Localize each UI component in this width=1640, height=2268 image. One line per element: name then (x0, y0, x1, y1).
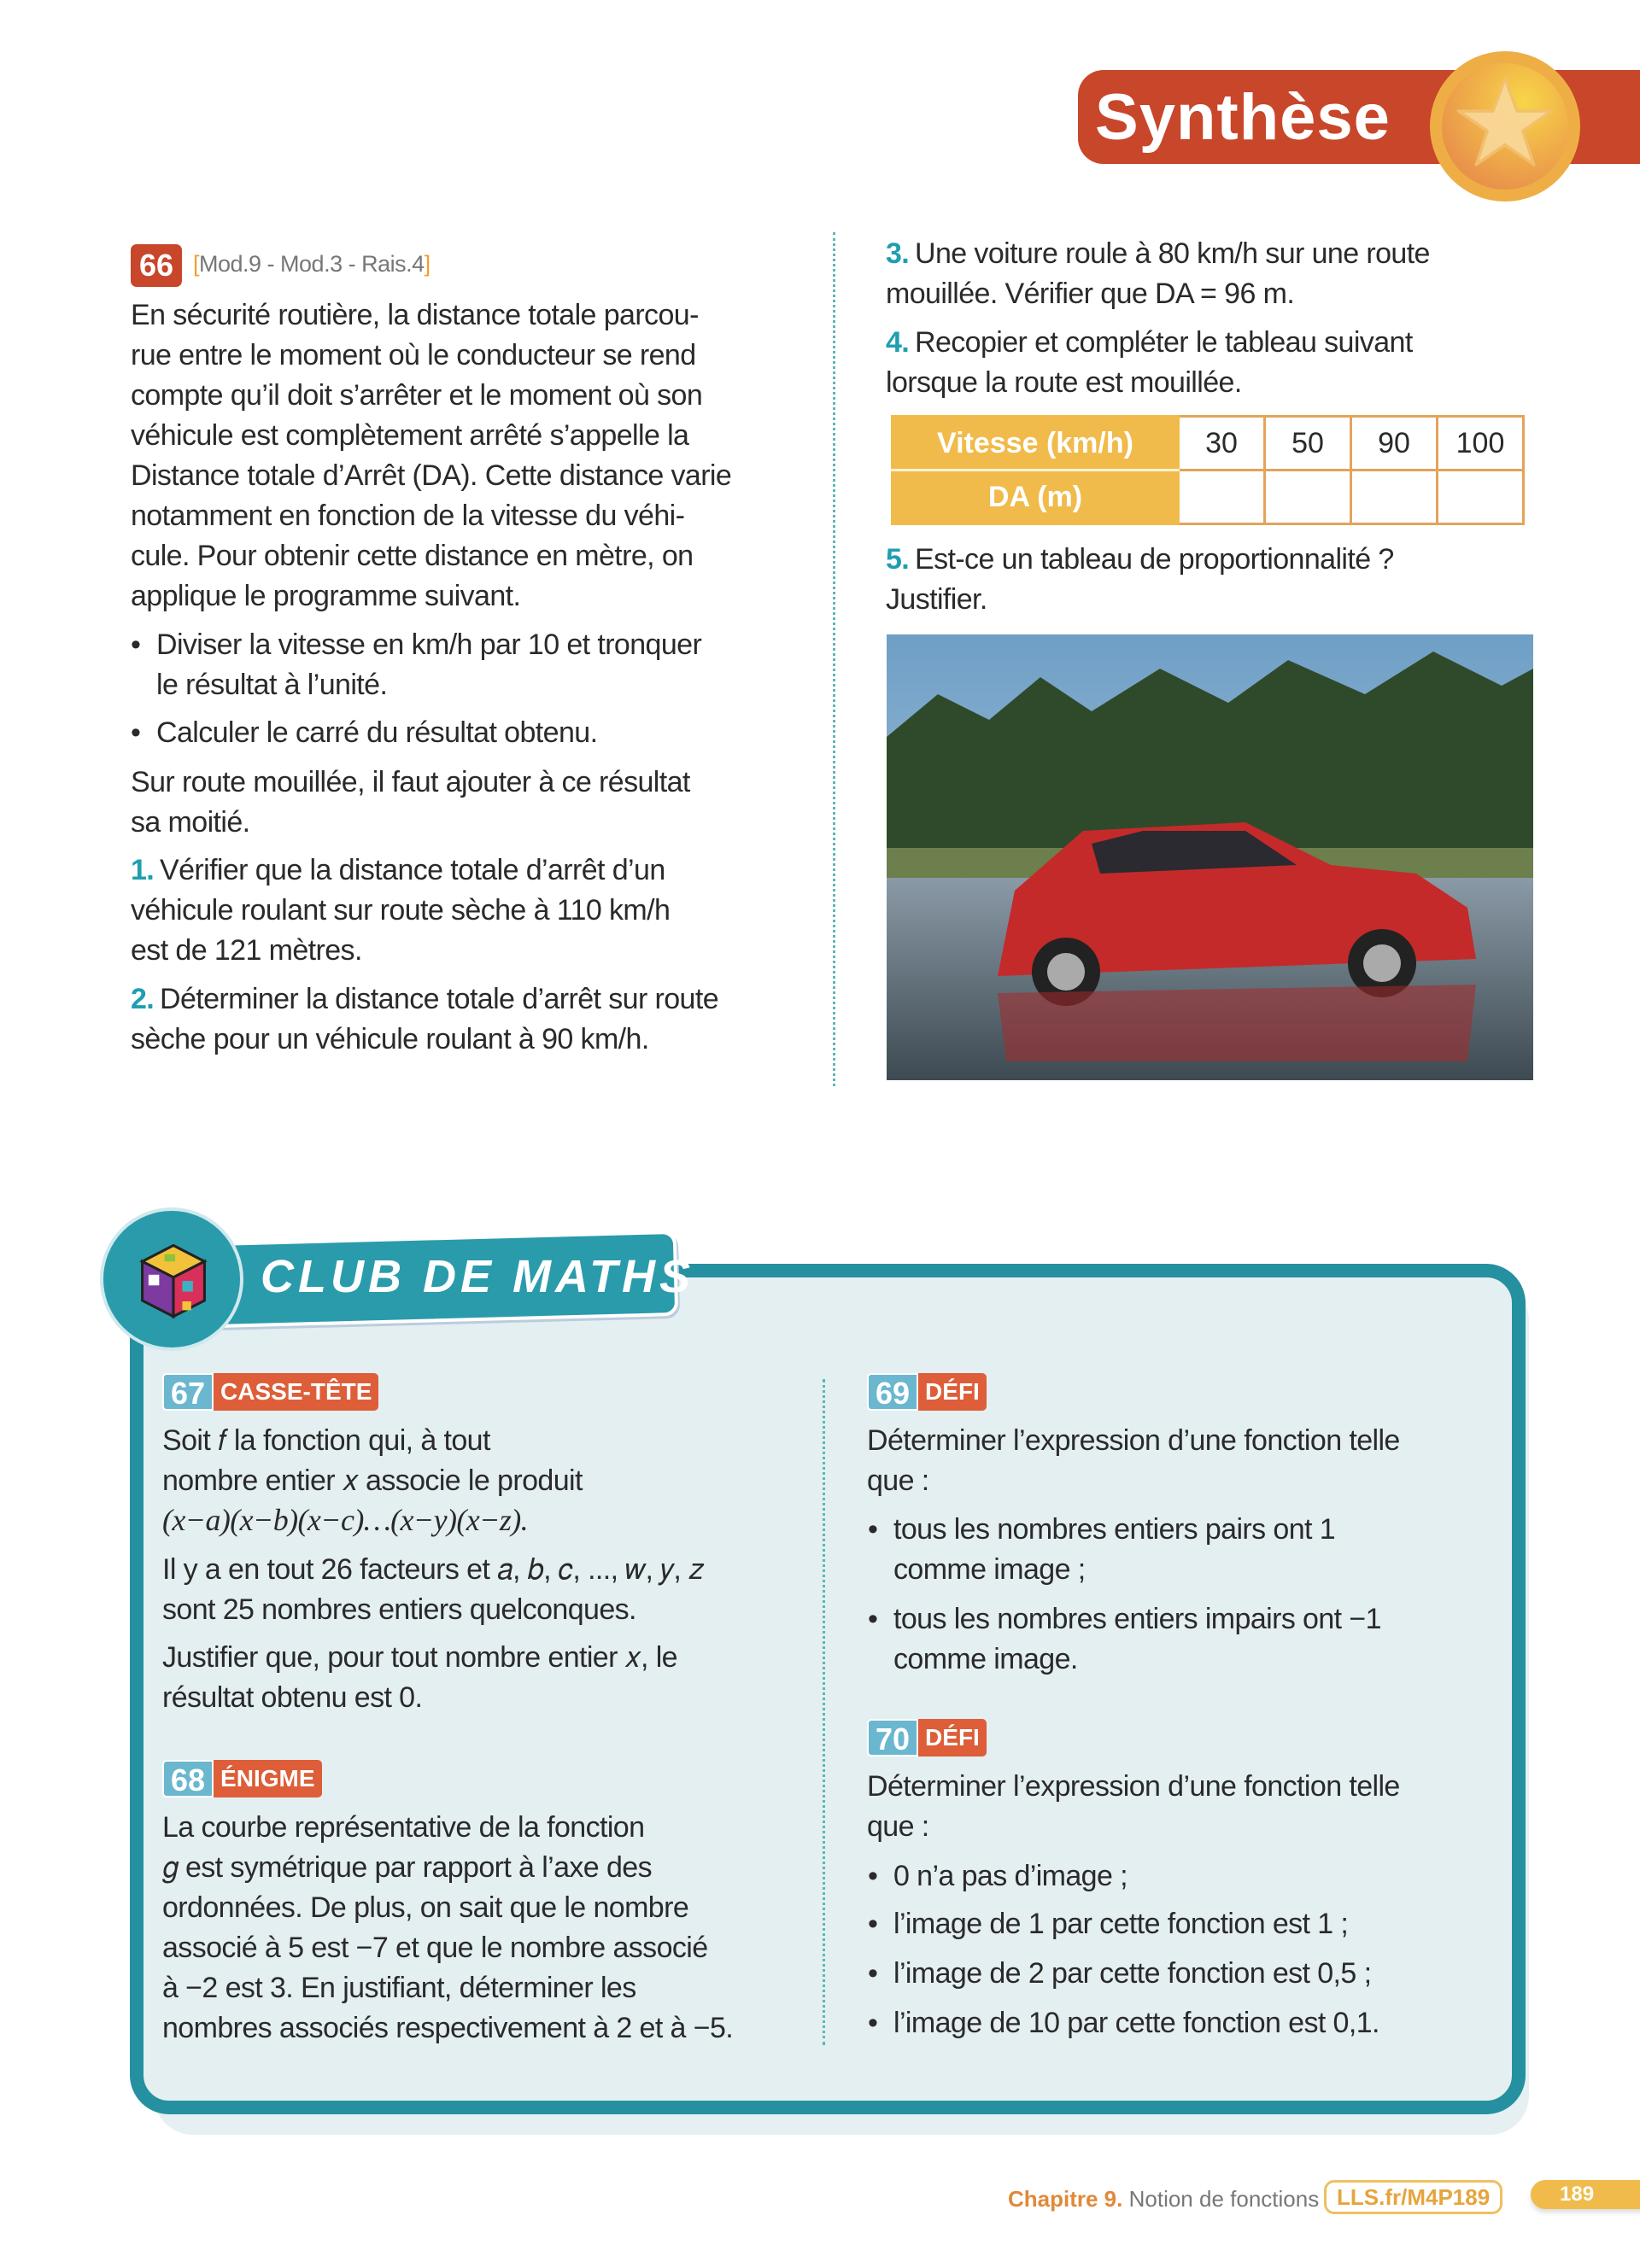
text-line: nombres associés respectivement à 2 et à −5. (162, 2012, 734, 2044)
text-line: ordonnées. De plus, on sait que le nombre (162, 1891, 689, 1924)
text-line: Justifier. (886, 583, 987, 616)
text-line: que : (867, 1464, 929, 1497)
bullet-item (893, 1599, 1381, 1680)
text-line: Sur route mouillée, il faut ajouter à ce résultat (131, 766, 690, 798)
text-line: cule. Pour obtenir cette distance en mètre, on (131, 540, 694, 572)
rubiks-cube-icon (100, 1207, 243, 1351)
exercise-badge: 69 DÉFI (867, 1373, 987, 1411)
table-cell: 30 (1179, 417, 1265, 471)
text-line: Justifier que, pour tout nombre entier 𝑥, le (162, 1641, 677, 1674)
text-line: sont 25 nombres entiers quelconques. (162, 1593, 636, 1626)
table-cell (1351, 471, 1438, 524)
row-header: Vitesse (km/h) (893, 417, 1179, 471)
bullet-item (893, 1954, 1371, 1994)
text-line: • tous les nombres entiers pairs ont 1 (893, 1510, 1335, 1550)
bullet-item (156, 713, 597, 753)
text-line: le résultat à l’unité. (156, 669, 388, 701)
table-row (893, 471, 1524, 524)
text-line: Soit 𝑓 la fonction qui, à tout (162, 1424, 490, 1457)
table-cell: 90 (1351, 417, 1438, 471)
exercise-badge: 68 ÉNIGME (162, 1760, 322, 1797)
text-line: Déterminer l’expression d’une fonction telle (867, 1424, 1400, 1457)
exercise-number: 66 (131, 244, 182, 287)
text-line: applique le programme suivant. (131, 580, 521, 612)
column-divider (823, 1379, 825, 2045)
exercise-badge: 67 CASSE-TÊTE (162, 1373, 378, 1411)
text-line: Il y a en tout 26 facteurs et 𝑎, 𝑏, 𝑐, ..., 𝑤, 𝑦, 𝑧 (162, 1553, 704, 1586)
text-line: La courbe représentative de la fonction (162, 1811, 645, 1844)
paragraph (867, 1767, 1400, 1847)
bullet-item (893, 2003, 1379, 2043)
column-divider (833, 232, 835, 1086)
paragraph (867, 1421, 1400, 1501)
paragraph (162, 1808, 733, 2049)
table-row (893, 417, 1524, 471)
text-line: • l’image de 2 par cette fonction est 0,5 ; (893, 1954, 1371, 1994)
table-cell (1179, 471, 1265, 524)
star-medal-icon (1430, 51, 1580, 202)
table-cell (1438, 471, 1524, 524)
paragraph (162, 1638, 677, 1718)
paragraph (131, 763, 690, 843)
text-line: Déterminer la distance totale d’arrêt sur route (160, 983, 719, 1015)
text-line: Distance totale d’Arrêt (DA). Cette distance varie (131, 459, 732, 492)
text-line: • Calculer le carré du résultat obtenu. (156, 713, 597, 753)
speed-distance-table (891, 415, 1525, 525)
text-line: notamment en fonction de la vitesse du véhi- (131, 500, 685, 532)
text-line: véhicule roulant sur route sèche à 110 km/h (131, 894, 671, 926)
bullet-item (893, 1856, 1128, 1897)
resource-link[interactable]: LLS.fr/M4P189 (1324, 2180, 1502, 2214)
text-line: En sécurité routière, la distance totale parcou- (131, 299, 699, 331)
table-cell: 50 (1265, 417, 1351, 471)
text-line: • l’image de 1 par cette fonction est 1 ; (893, 1904, 1348, 1944)
exercise-intro (131, 295, 731, 617)
text-line: Vérifier que la distance totale d’arrêt d’un (160, 854, 665, 886)
text-line: comme image ; (893, 1553, 1086, 1586)
row-header: DA (m) (893, 471, 1179, 524)
bullet-item (156, 625, 701, 705)
text-line: Déterminer l’expression d’une fonction telle (867, 1770, 1400, 1803)
text-line: compte qu’il doit s’arrêter et le moment où son (131, 379, 703, 412)
club-title: CLUB DE MATHS (261, 1251, 694, 1302)
section-title: Synthèse (1095, 81, 1391, 154)
question-4: 4. Recopier et compléter le tableau suivant lorsque la route est mouillée. (886, 323, 1413, 403)
text-line: rue entre le moment où le conducteur se rend (131, 339, 696, 371)
text-line: Une voiture roule à 80 km/h sur une route (915, 237, 1430, 270)
text-line: • tous les nombres entiers impairs ont −1 (893, 1599, 1381, 1640)
question-5: 5. Est-ce un tableau de proportionnalité ? Justifier. (886, 540, 1394, 620)
text-line: résultat obtenu est 0. (162, 1681, 423, 1714)
text-line: • Diviser la vitesse en km/h par 10 et tronquer (156, 625, 701, 665)
chapter-label: Chapitre 9. Notion de fonctions (1008, 2186, 1320, 2212)
question-2: 2. Déterminer la distance totale d’arrêt sur route sèche pour un véhicule roulant à 90 km/h. (131, 979, 718, 1060)
text-line: 𝑔 est symétrique par rapport à l’axe des (162, 1851, 652, 1884)
text-line: • l’image de 10 par cette fonction est 0,1. (893, 2003, 1379, 2043)
text-line: sa moitié. (131, 806, 250, 839)
paragraph (162, 1421, 583, 1501)
question-1: 1. Vérifier que la distance totale d’arrêt d’un véhicule roulant sur route sèche à 110 km/h est de 121 mètres. (131, 850, 670, 971)
text-line: à −2 est 3. En justifiant, déterminer les (162, 1972, 636, 2004)
bullet-item (893, 1904, 1348, 1944)
text-line: que : (867, 1810, 929, 1843)
text-line: • 0 n’a pas d’image ; (893, 1856, 1128, 1897)
text-line: nombre entier 𝑥 associe le produit (162, 1464, 583, 1497)
exercise-badge: 70 DÉFI (867, 1719, 987, 1757)
car-photo (887, 634, 1533, 1080)
paragraph (162, 1550, 703, 1630)
text-line: Est-ce un tableau de proportionnalité ? (915, 543, 1394, 576)
text-line: associé à 5 est −7 et que le nombre associé (162, 1932, 708, 1964)
text-line: sèche pour un véhicule roulant à 90 km/h. (131, 1023, 649, 1055)
text-line: véhicule est complètement arrêté s’appelle la (131, 419, 689, 452)
question-3: 3. Une voiture roule à 80 km/h sur une route mouillée. Vérifier que DA = 96 m. (886, 234, 1430, 314)
page-number: 189 (1531, 2180, 1640, 2209)
table-cell (1265, 471, 1351, 524)
bullet-item (893, 1510, 1335, 1590)
formula: (x−a)(x−b)(x−c)…(x−y)(x−z). (162, 1503, 529, 1537)
competency-tags: [Mod.9 - Mod.3 - Rais.4] (193, 251, 430, 277)
table-cell: 100 (1438, 417, 1524, 471)
text-line: mouillée. Vérifier que DA = 96 m. (886, 278, 1295, 310)
text-line: comme image. (893, 1643, 1078, 1675)
text-line: Recopier et compléter le tableau suivant (915, 326, 1413, 359)
text-line: est de 121 mètres. (131, 934, 362, 967)
text-line: lorsque la route est mouillée. (886, 366, 1242, 399)
